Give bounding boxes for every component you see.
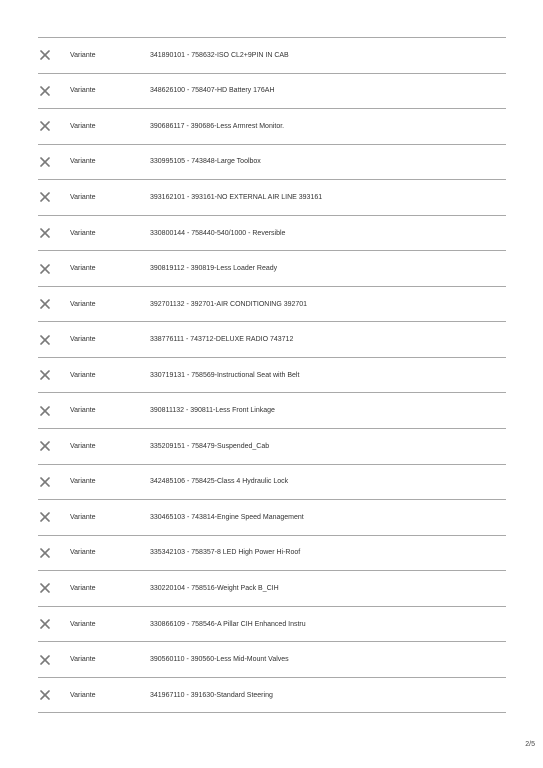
table-row	[38, 607, 506, 643]
row-type-label: Variante	[70, 51, 96, 59]
table-row	[38, 358, 506, 394]
row-type-label: Variante	[70, 584, 96, 592]
table-row	[38, 393, 506, 429]
row-type-label: Variante	[70, 87, 96, 95]
row-type-label: Variante	[70, 513, 96, 521]
close-icon[interactable]	[40, 690, 50, 700]
table-row	[38, 109, 506, 145]
close-icon[interactable]	[40, 512, 50, 522]
close-icon[interactable]	[40, 228, 50, 238]
table-row	[38, 74, 506, 110]
row-type-label: Variante	[70, 442, 96, 450]
close-icon[interactable]	[40, 50, 50, 60]
table-row	[38, 322, 506, 358]
row-type-label: Variante	[70, 407, 96, 415]
row-description: 390686117 - 390686-Less Armrest Monitor.	[150, 122, 285, 130]
close-icon[interactable]	[40, 619, 50, 629]
table-row	[38, 287, 506, 323]
row-description: 330995105 - 743848-Large Toolbox	[150, 158, 261, 166]
table-row	[38, 571, 506, 607]
close-icon[interactable]	[40, 583, 50, 593]
row-type-label: Variante	[70, 193, 96, 201]
row-type-label: Variante	[70, 549, 96, 557]
row-type-label: Variante	[70, 478, 96, 486]
table-row	[38, 38, 506, 74]
row-type-label: Variante	[70, 691, 96, 699]
row-type-label: Variante	[70, 371, 96, 379]
close-icon[interactable]	[40, 477, 50, 487]
row-description: 330220104 - 758516-Weight Pack B_CIH	[150, 584, 279, 592]
row-description: 338776111 - 743712-DELUXE RADIO 743712	[150, 336, 294, 344]
close-icon[interactable]	[40, 548, 50, 558]
row-description: 330866109 - 758546-A Pillar CIH Enhanced Instru	[150, 620, 306, 628]
table-row	[38, 536, 506, 572]
close-icon[interactable]	[40, 370, 50, 380]
row-description: 341967110 - 391630-Standard Steering	[150, 691, 273, 699]
close-icon[interactable]	[40, 441, 50, 451]
row-description: 390811132 - 390811-Less Front Linkage	[150, 407, 275, 415]
row-type-label: Variante	[70, 158, 96, 166]
close-icon[interactable]	[40, 264, 50, 274]
row-description: 330465103 - 743814-Engine Speed Management	[150, 513, 304, 521]
row-type-label: Variante	[70, 336, 96, 344]
table-row	[38, 642, 506, 678]
close-icon[interactable]	[40, 299, 50, 309]
close-icon[interactable]	[40, 335, 50, 345]
table-row	[38, 216, 506, 252]
row-description: 390819112 - 390819-Less Loader Ready	[150, 265, 278, 273]
row-description: 330719131 - 758569-Instructional Seat with Belt	[150, 371, 300, 379]
row-description: 390560110 - 390560-Less Mid-Mount Valves	[150, 656, 289, 664]
row-description: 330800144 - 758440-540/1000 - Reversible	[150, 229, 286, 237]
row-type-label: Variante	[70, 229, 96, 237]
table-row	[38, 678, 506, 714]
table-row	[38, 145, 506, 181]
row-description: 393162101 - 393161-NO EXTERNAL AIR LINE 393161	[150, 193, 323, 201]
row-description: 335342103 - 758357-8 LED High Power Hi-Roof	[150, 549, 301, 557]
table-row	[38, 465, 506, 501]
row-type-label: Variante	[70, 300, 96, 308]
close-icon[interactable]	[40, 192, 50, 202]
row-description: 348626100 - 758407-HD Battery 176AH	[150, 87, 275, 95]
row-type-label: Variante	[70, 620, 96, 628]
table-row	[38, 429, 506, 465]
close-icon[interactable]	[40, 406, 50, 416]
close-icon[interactable]	[40, 157, 50, 167]
row-description: 341890101 - 758632-ISO CL2+9PIN IN CAB	[150, 51, 289, 59]
page-number: 2/5	[525, 741, 535, 748]
close-icon[interactable]	[40, 86, 50, 96]
row-type-label: Variante	[70, 122, 96, 130]
table-row	[38, 251, 506, 287]
close-icon[interactable]	[40, 121, 50, 131]
table-row	[38, 500, 506, 536]
row-description: 342485106 - 758425-Class 4 Hydraulic Lock	[150, 478, 289, 486]
row-description: 335209151 - 758479-Suspended_Cab	[150, 442, 270, 450]
row-type-label: Variante	[70, 265, 96, 273]
row-type-label: Variante	[70, 656, 96, 664]
row-description: 392701132 - 392701-AIR CONDITIONING 392701	[150, 300, 308, 308]
table-row	[38, 180, 506, 216]
close-icon[interactable]	[40, 655, 50, 665]
variant-table	[38, 37, 506, 713]
